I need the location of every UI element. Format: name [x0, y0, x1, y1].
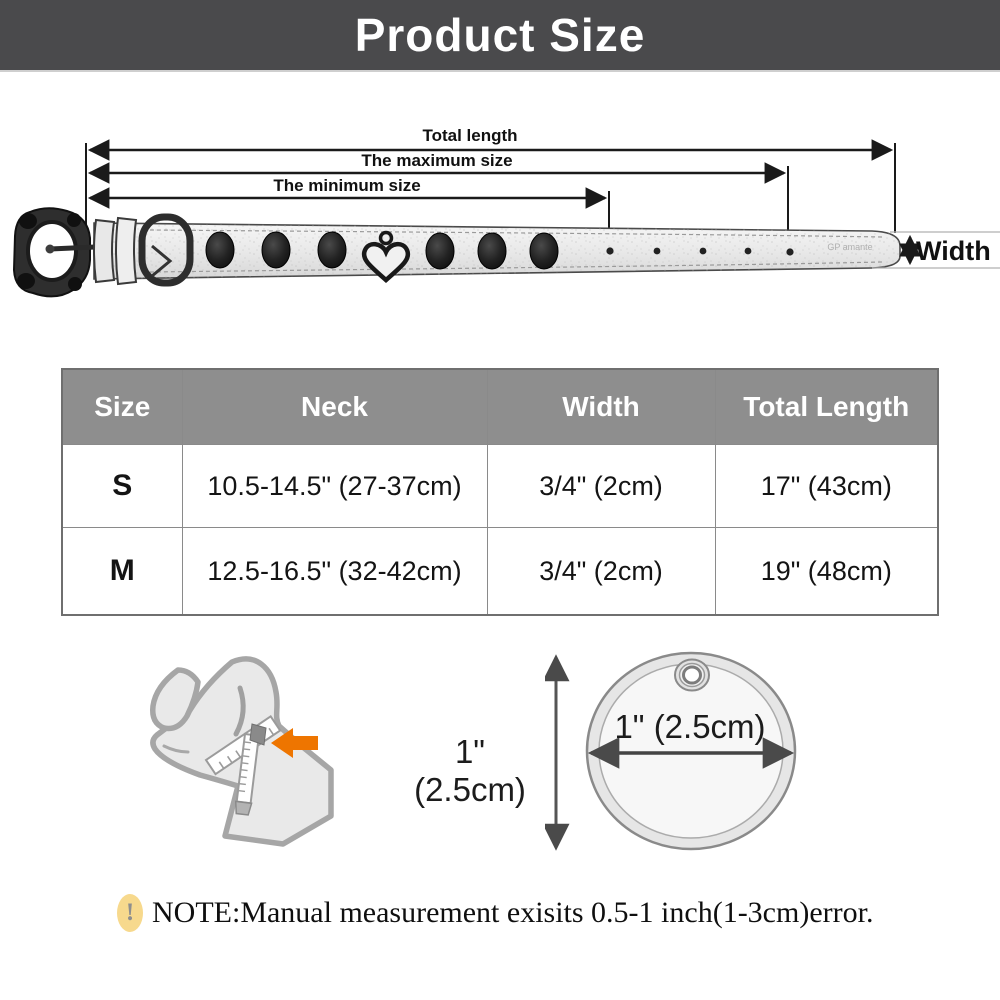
total-length-label: Total length: [422, 126, 518, 145]
buckle-prong: [50, 247, 95, 249]
buckle: [14, 208, 95, 296]
column-header-total-length: Total Length: [715, 369, 938, 445]
cell-size: S: [62, 445, 182, 528]
collar-measurement-diagram: [0, 120, 1000, 320]
cell-total-length: 17" (43cm): [715, 445, 938, 528]
cell-size: M: [62, 528, 182, 616]
table-row: [62, 445, 938, 528]
tag-diameter-value: 1" (2.5cm): [614, 708, 766, 745]
id-tag-illustration: [545, 645, 810, 860]
width-label: Width: [916, 236, 991, 266]
column-header-width: Width: [487, 369, 715, 445]
collar-width-value: 1" (2.5cm): [414, 733, 526, 808]
table-header-row: [62, 369, 938, 445]
collar-brand-text: GP amante: [827, 242, 873, 252]
exclamation-glyph: !: [125, 899, 135, 926]
cell-neck: 10.5-14.5" (27-37cm): [182, 445, 487, 528]
exclamation-icon: [117, 894, 143, 932]
strap-keeper: [94, 220, 114, 282]
minimum-size-label: The minimum size: [273, 176, 421, 195]
cell-width: 3/4" (2cm): [487, 528, 715, 616]
page-title: Product Size: [354, 9, 646, 61]
dog-neck-measuring-illustration: [140, 648, 395, 863]
maximum-size-label: The maximum size: [361, 151, 513, 170]
table-row: [62, 528, 938, 616]
cell-width: 3/4" (2cm): [487, 445, 715, 528]
size-table: [61, 368, 939, 616]
cell-neck: 12.5-16.5" (32-42cm): [182, 528, 487, 616]
collar-illustration: [14, 208, 900, 296]
tag-hole: [675, 660, 709, 691]
banner: [0, 0, 1000, 72]
column-header-size: Size: [62, 369, 182, 445]
tape-metal-tip: [234, 801, 251, 815]
note-text: NOTE:Manual measurement exisits 0.5-1 inch(1-3cm)error.: [152, 896, 874, 929]
strap-keeper-second: [116, 218, 136, 284]
cell-total-length: 19" (48cm): [715, 528, 938, 616]
column-header-neck: Neck: [182, 369, 487, 445]
